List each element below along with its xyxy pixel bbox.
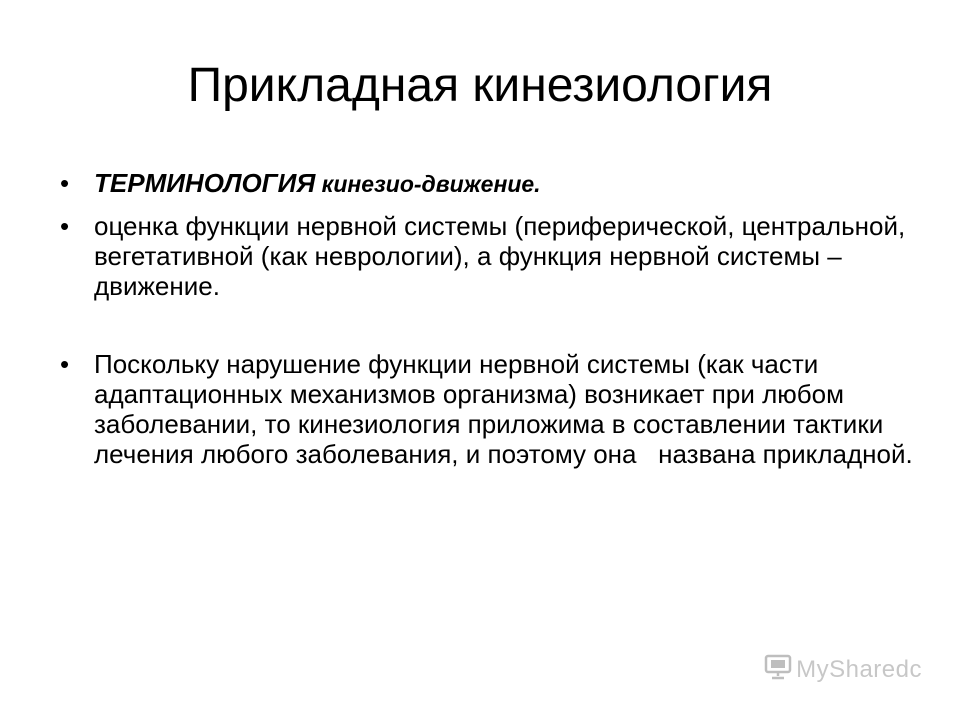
bullet-item-terminology <box>60 168 920 199</box>
bullet-marker: • <box>60 349 70 379</box>
watermark-text: MySharedc <box>796 655 922 683</box>
presentation-board-icon <box>764 654 792 685</box>
bullet-marker: • <box>60 211 70 241</box>
bullet-text: Поскольку нарушение функции нервной системы (как части адаптационных механизмов организма) возникает при любом заболевании, то кинезиология приложима в составлении тактики лечения любого заболевания, и поэтому она названа прикладной. <box>94 349 913 469</box>
slide-title: Прикладная кинезиология <box>187 59 773 112</box>
bullet-item-assessment <box>60 211 920 301</box>
bullet-text: оценка функции нервной системы (периферической, центральной, вегетативной (как неврологии), а функция нервной системы – движение. <box>94 211 906 301</box>
terminology-definition: кинезио-движение. <box>315 171 541 197</box>
bullet-list <box>60 168 920 469</box>
watermark <box>764 654 922 685</box>
bullet-item-applied <box>60 349 920 469</box>
bullet-marker: • <box>60 168 70 198</box>
terminology-term: ТЕРМИНОЛОГИЯ <box>94 168 316 198</box>
